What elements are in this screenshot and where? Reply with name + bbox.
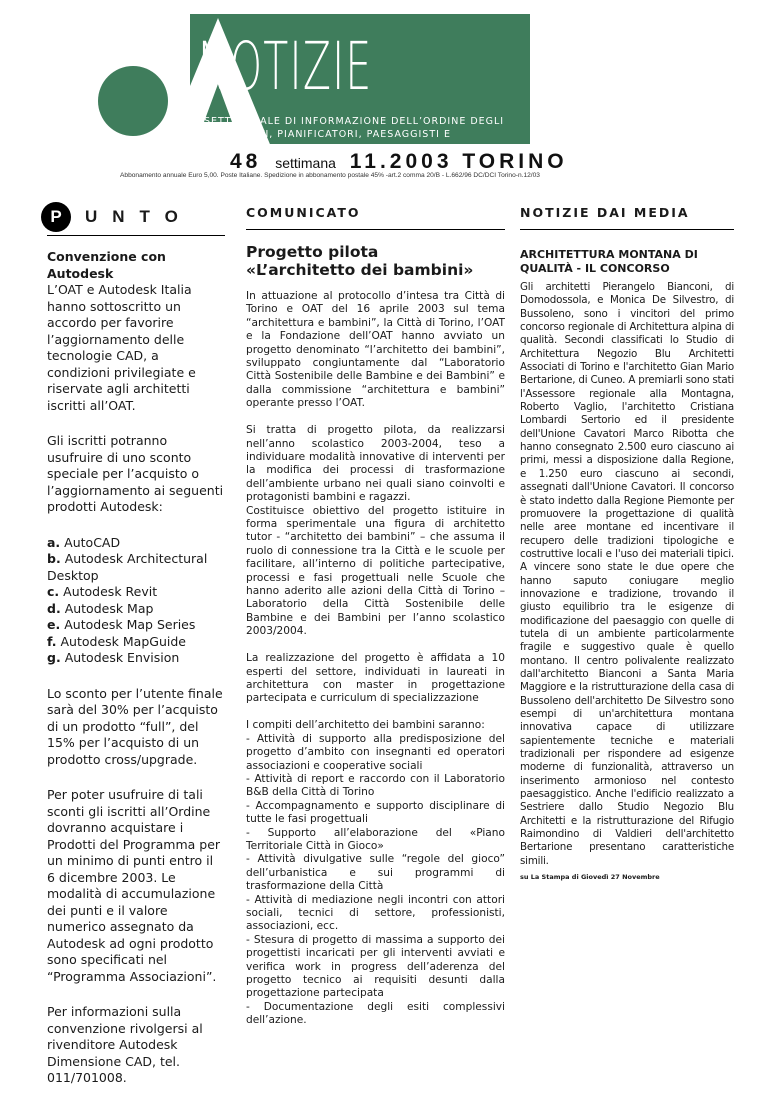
punto-paragraph-5: Per informazioni sulla convenzione rivolgersi al rivenditore Autodesk Dimensione CAD, tel. 011/701008. (47, 1004, 203, 1085)
article-subtitle: «L’architetto dei bambini» (246, 261, 474, 279)
media-body: Gli architetti Pierangelo Bianconi, di Domodossola, e Monica De Silvestro, di Bussoleno, sono i vincitori del primo concorso regionale di Architettura alpina di qualità. Secondi classificati lo Studio di Architettura Negozio Blu Architetti Associati di Torino e l'architetto Gian Mario Bertarione, di Cuneo. A premiarli sono stati l'Assessore regionale alla Montagna, Roberto Vaglio, l'architetto Cristiana Lombardi Sertorio ed il presidente dell'Unione Cavatori Marco Ribotta che hanno consegnato 2.500 euro ciascuno ai primi, messi a disposizione dalla Regione, e 1.250 euro ciascuno ai secondi, assegnati dall'Unione Cavatori. Il concorso è stato indetto dalla Regione Piemonte per promuovere la progettazione di qualità nelle aree montane ed incentivare il recupero delle tradizioni tipologiche e costruttive locali e l'uso dei materiali tipici. A vincere sono state le due opere che hanno saputo coniugare meglio innovazione e tradizione, trovando il giusto equilibrio tra le esigenze di modificazione del paesaggio con quelle di tutela di un ambiente particolarmente fragile e suggestivo quale è quello montano. Il centro polivalente realizzato dall'architetto Bianconi a Santa Maria Maggiore e la ristrutturazione della casa di Bussoleno dell'architetto De Silvestro sono esempi di un'architettura montana innovativa capace di utilizzare sapientemente tecniche e materiali tradizionali per rispondere ad esigenze moderne di funzionalità, attraverso un inserimento armonioso nel contesto paesaggistico. Anche l'edificio realizzato a Sestriere dallo Studio Negozio Blu Architetti e la ristrutturazione del Rifugio Raimondino di Valdieri dell'architetto Bertarione presentano caratteristiche simili. (520, 281, 734, 867)
media-title: ARCHITETTURA MONTANA DI QUALITÀ - IL CONCORSO (520, 248, 698, 275)
product-list (47, 535, 225, 667)
list-item: a. AutoCAD (47, 534, 121, 550)
punto-title-rest: UNTO (85, 207, 193, 226)
article-title (246, 243, 505, 279)
issue-number: 48 (230, 150, 262, 173)
list-item: e. Autodesk Map Series (47, 617, 196, 632)
article-paragraph: Si tratta di progetto pilota, da realizzarsi nell’anno scolastico 2003-2004, teso a individuare modalità innovative di interventi per la modifica dei processi di trasformazione dell’ambiente urbano nei quali siano coinvolti e protagonisti bambini e ragazzi. (246, 424, 505, 504)
task-item: - Attività di supporto alla predisposizione del progetto d’ambito con insegnanti ed operatori associazioni e cooperative sociali (246, 732, 505, 772)
task-item: - Attività divulgative sulle “regole del gioco” dell’urbanistica e sui programmi di trasformazione della Città (246, 853, 505, 893)
subscription-note: Abbonamento annuale Euro 5,00. Poste Italiane. Spedizione in abbonamento postale 45% -art.2 comma 20/B - L.662/96 DC/DCI Torino-n.12/03 (120, 172, 540, 179)
punto-paragraph-2: Gli iscritti potranno usufruire di uno sconto speciale per l’acquisto o l’aggiornamento ai seguenti prodotti Autodesk: (47, 433, 224, 514)
punto-initial: P (41, 202, 71, 232)
task-item: - Attività di mediazione negli incontri con attori sociali, tecnici di settore, professionisti, associazioni, ecc. (246, 893, 505, 933)
article-title-main: Progetto pilota (246, 243, 379, 261)
task-item: - Attività di report e raccordo con il Laboratorio B&B della Città di Torino (246, 772, 505, 799)
logo-title: NOTIZIE (198, 28, 373, 105)
media-source: su La Stampa di Giovedì 27 Novembre (520, 873, 660, 882)
issue-week-label: settimana (275, 155, 336, 171)
tasks-intro: I compiti dell’architetto dei bambini saranno: (246, 719, 485, 732)
punto-paragraph-3: Lo sconto per l’utente finale sarà del 30% per l’acquisto di un prodotto “full”, del 15% per l’acquisto di un prodotto cross/upgrade. (47, 685, 223, 767)
media-column (520, 205, 734, 881)
masthead (0, 0, 768, 180)
punto-intro: L’OAT e Autodesk Italia hanno sottoscritto un accordo per favorire l’aggiornamento delle tecnologie CAD, a condizioni privilegiate e riservate agli architetti iscritti all’OAT. (47, 282, 196, 413)
list-item: g. Autodesk Envision (47, 650, 180, 665)
punto-paragraph-4: Per poter usufruire di tali sconti gli iscritti all’Ordine dovranno acquistare i Prodotti del Programma per un minimo di punti entro il 6 dicembre 2003. Le modalità di accumulazione dei punti e il valore numerico assegnato da Autodesk ad ogni prodotto sono specificati nel “Programma Associazioni”. (47, 787, 221, 984)
punto-header (47, 205, 225, 236)
issue-city: TORINO (462, 150, 568, 173)
list-item: b. Autodesk Architectural Desktop (47, 551, 208, 583)
issue-date: 11.2003 (349, 150, 453, 173)
punto-heading: Convenzione con Autodesk (47, 249, 166, 281)
task-item: - Accompagnamento e supporto disciplinare di tutte le fasi progettuali (246, 799, 505, 826)
list-item: f. Autodesk MapGuide (47, 633, 186, 649)
task-item: - Stesura di progetto di massima a supporto dei progettisti incaricati per gli interventi avviati e verifica work in progress dell’aderenza del progetto tecnico ai requisiti desunti dalla progettazione partecipata (246, 933, 505, 1000)
punto-column (47, 205, 225, 1106)
task-item: - Supporto all’elaborazione del «Piano Territoriale Città in Gioco» (246, 826, 505, 852)
article-paragraph: Costituisce obiettivo del progetto istituire in forma sperimentale una figura di architetto tutor - “architetto dei bambini” – che assuma il ruolo di connessione tra la Città e le scuole per facilitare, all’interno di politiche partecipative, processi e fasi progettuali nelle Scuole che hanno aderito alle azioni della Città di Torino – Laboratorio della Città Sostenibile delle Bambine e dei Bambini per l’anno scolastico 2003/2004. (246, 504, 505, 638)
comunicato-column (246, 205, 505, 1028)
article-paragraph: In attuazione al protocollo d’intesa tra Città di Torino e OAT del 16 aprile 2003 sul tema “architettura e bambini”, la Città di Torino, l’OAT e la Fondazione dell’OAT hanno avviato un progetto denominato “l’architetto dei bambini”, sviluppato congiuntamente dal “Laboratorio Città Sostenibile delle Bambine e dei Bambini” e dalla commissione “architettura e bambini” operante presso l’OAT. (246, 290, 505, 410)
article-paragraph: La realizzazione del progetto è affidata a 10 esperti del settore, individuati in laureati in architettura con master in progettazione partecipata e curriculum di specializzazione (246, 652, 505, 705)
section-heading: NOTIZIE DAI MEDIA (520, 205, 734, 230)
section-heading: COMUNICATO (246, 205, 505, 230)
task-item: - Documentazione degli esiti complessivi dell’azione. (246, 1000, 505, 1027)
masthead-tagline: SETTIMANALE DI INFORMAZIONE DELL’ORDINE DEGLI ARCHITETTI, PIANIFICATORI, PAESAGGISTI E CONSERVATORI (204, 116, 505, 154)
issue-line (230, 150, 568, 174)
list-item: c. Autodesk Revit (47, 584, 158, 599)
list-item: d. Autodesk Map (47, 600, 154, 616)
